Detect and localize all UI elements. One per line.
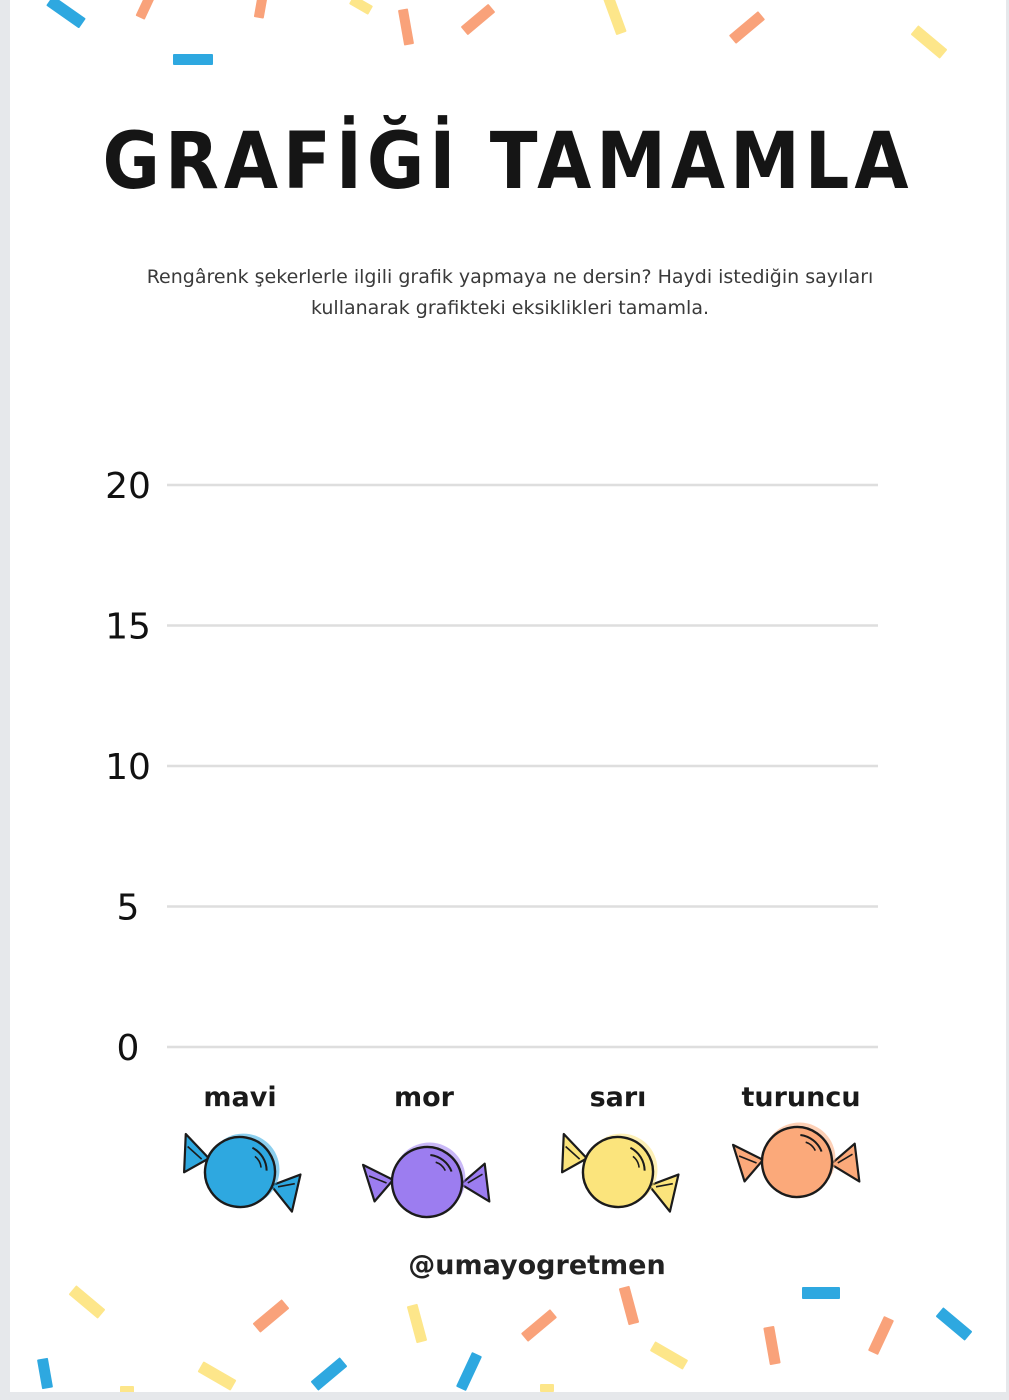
confetti-piece [407, 1304, 427, 1344]
confetti-piece [37, 1358, 53, 1389]
confetti-piece [69, 1285, 106, 1319]
confetti-piece [868, 1316, 894, 1355]
confetti-piece [198, 1361, 237, 1390]
candy-bar-chart [10, 0, 1006, 1260]
y-tick-label: 15 [105, 606, 151, 648]
y-tick-label: 0 [116, 1028, 140, 1069]
confetti-piece [763, 1326, 780, 1365]
confetti-piece [521, 1309, 557, 1342]
confetti-piece [456, 1352, 482, 1391]
confetti-piece [650, 1341, 688, 1370]
author-handle: @umayogretmen [408, 1250, 666, 1281]
confetti-piece [253, 1299, 290, 1333]
confetti-piece [936, 1307, 973, 1341]
y-tick-label: 10 [105, 747, 151, 788]
blue-candy-icon [175, 1123, 306, 1217]
category-label-sarı: sarı [589, 1082, 647, 1113]
confetti-piece [120, 1386, 134, 1392]
category-label-mavi: mavi [203, 1082, 277, 1113]
page-title: GRAFİĞİ TAMAMLA [102, 115, 914, 207]
instructions-text: Rengârenk şekerlerle ilgili grafik yapmaya ne dersin? Haydi istediğin sayıları kullanarak grafikteki eksiklikleri tamamla. [146, 266, 874, 319]
y-tick-label: 20 [105, 466, 151, 507]
orange-candy-icon [731, 1113, 862, 1207]
category-label-mor: mor [394, 1082, 454, 1113]
category-label-turuncu: turuncu [741, 1082, 861, 1113]
confetti-piece [802, 1287, 840, 1299]
purple-candy-icon [361, 1133, 492, 1227]
worksheet [10, 0, 1006, 1392]
confetti-piece [619, 1286, 639, 1326]
confetti-piece [540, 1384, 554, 1392]
confetti-piece [311, 1357, 348, 1391]
yellow-candy-icon [553, 1123, 684, 1217]
y-tick-label: 5 [116, 887, 140, 929]
